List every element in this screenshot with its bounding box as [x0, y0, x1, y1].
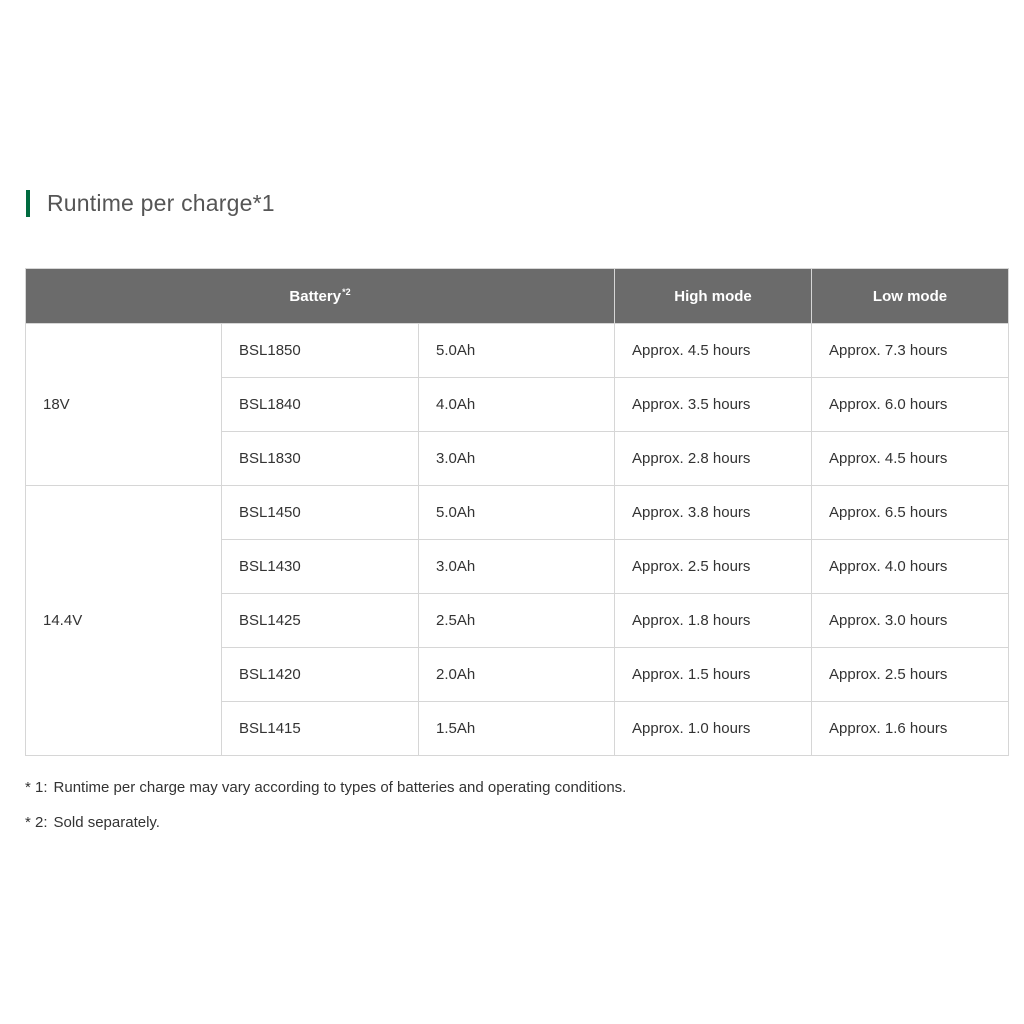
capacity-cell: 5.0Ah	[419, 324, 615, 378]
header-battery-label: Battery	[289, 288, 342, 305]
low-mode-cell: Approx. 2.5 hours	[812, 648, 1009, 702]
capacity-cell: 3.0Ah	[419, 432, 615, 486]
model-cell: BSL1450	[222, 486, 419, 540]
table-row	[26, 486, 1009, 540]
high-mode-cell: Approx. 1.5 hours	[615, 648, 812, 702]
low-mode-cell: Approx. 7.3 hours	[812, 324, 1009, 378]
high-mode-cell: Approx. 1.0 hours	[615, 702, 812, 756]
capacity-cell: 2.0Ah	[419, 648, 615, 702]
low-mode-cell: Approx. 1.6 hours	[812, 702, 1009, 756]
high-mode-cell: Approx. 1.8 hours	[615, 594, 812, 648]
capacity-cell: 4.0Ah	[419, 378, 615, 432]
low-mode-cell: Approx. 6.5 hours	[812, 486, 1009, 540]
high-mode-cell: Approx. 4.5 hours	[615, 324, 812, 378]
model-cell: BSL1840	[222, 378, 419, 432]
table-header-row	[26, 269, 1009, 324]
model-cell: BSL1415	[222, 702, 419, 756]
model-cell: BSL1830	[222, 432, 419, 486]
section-heading	[26, 188, 275, 218]
high-mode-cell: Approx. 2.8 hours	[615, 432, 812, 486]
model-cell: BSL1430	[222, 540, 419, 594]
capacity-cell: 5.0Ah	[419, 486, 615, 540]
header-high-mode: High mode	[615, 269, 812, 324]
low-mode-cell: Approx. 4.0 hours	[812, 540, 1009, 594]
high-mode-cell: Approx. 3.5 hours	[615, 378, 812, 432]
heading-accent-bar	[26, 190, 30, 217]
model-cell: BSL1420	[222, 648, 419, 702]
model-cell: BSL1850	[222, 324, 419, 378]
footnotes	[25, 778, 626, 848]
capacity-cell: 3.0Ah	[419, 540, 615, 594]
high-mode-cell: Approx. 2.5 hours	[615, 540, 812, 594]
footnote-mark: * 2:	[25, 814, 48, 831]
low-mode-cell: Approx. 4.5 hours	[812, 432, 1009, 486]
header-low-mode: Low mode	[812, 269, 1009, 324]
voltage-cell: 18V	[26, 324, 222, 486]
model-cell: BSL1425	[222, 594, 419, 648]
voltage-cell: 14.4V	[26, 486, 222, 756]
header-battery	[26, 269, 615, 324]
footnote-text: Sold separately.	[53, 814, 160, 831]
high-mode-cell: Approx. 3.8 hours	[615, 486, 812, 540]
footnote-2	[25, 813, 626, 833]
capacity-cell: 2.5Ah	[419, 594, 615, 648]
low-mode-cell: Approx. 6.0 hours	[812, 378, 1009, 432]
runtime-table	[25, 268, 1009, 756]
footnote-text: Runtime per charge may vary according to types of batteries and operating conditions.	[53, 779, 627, 796]
section-title: Runtime per charge*1	[47, 189, 275, 216]
low-mode-cell: Approx. 3.0 hours	[812, 594, 1009, 648]
footnote-1	[25, 778, 626, 798]
table-row	[26, 324, 1009, 378]
footnote-mark: * 1:	[25, 779, 48, 796]
header-battery-note: *2	[342, 287, 351, 297]
capacity-cell: 1.5Ah	[419, 702, 615, 756]
